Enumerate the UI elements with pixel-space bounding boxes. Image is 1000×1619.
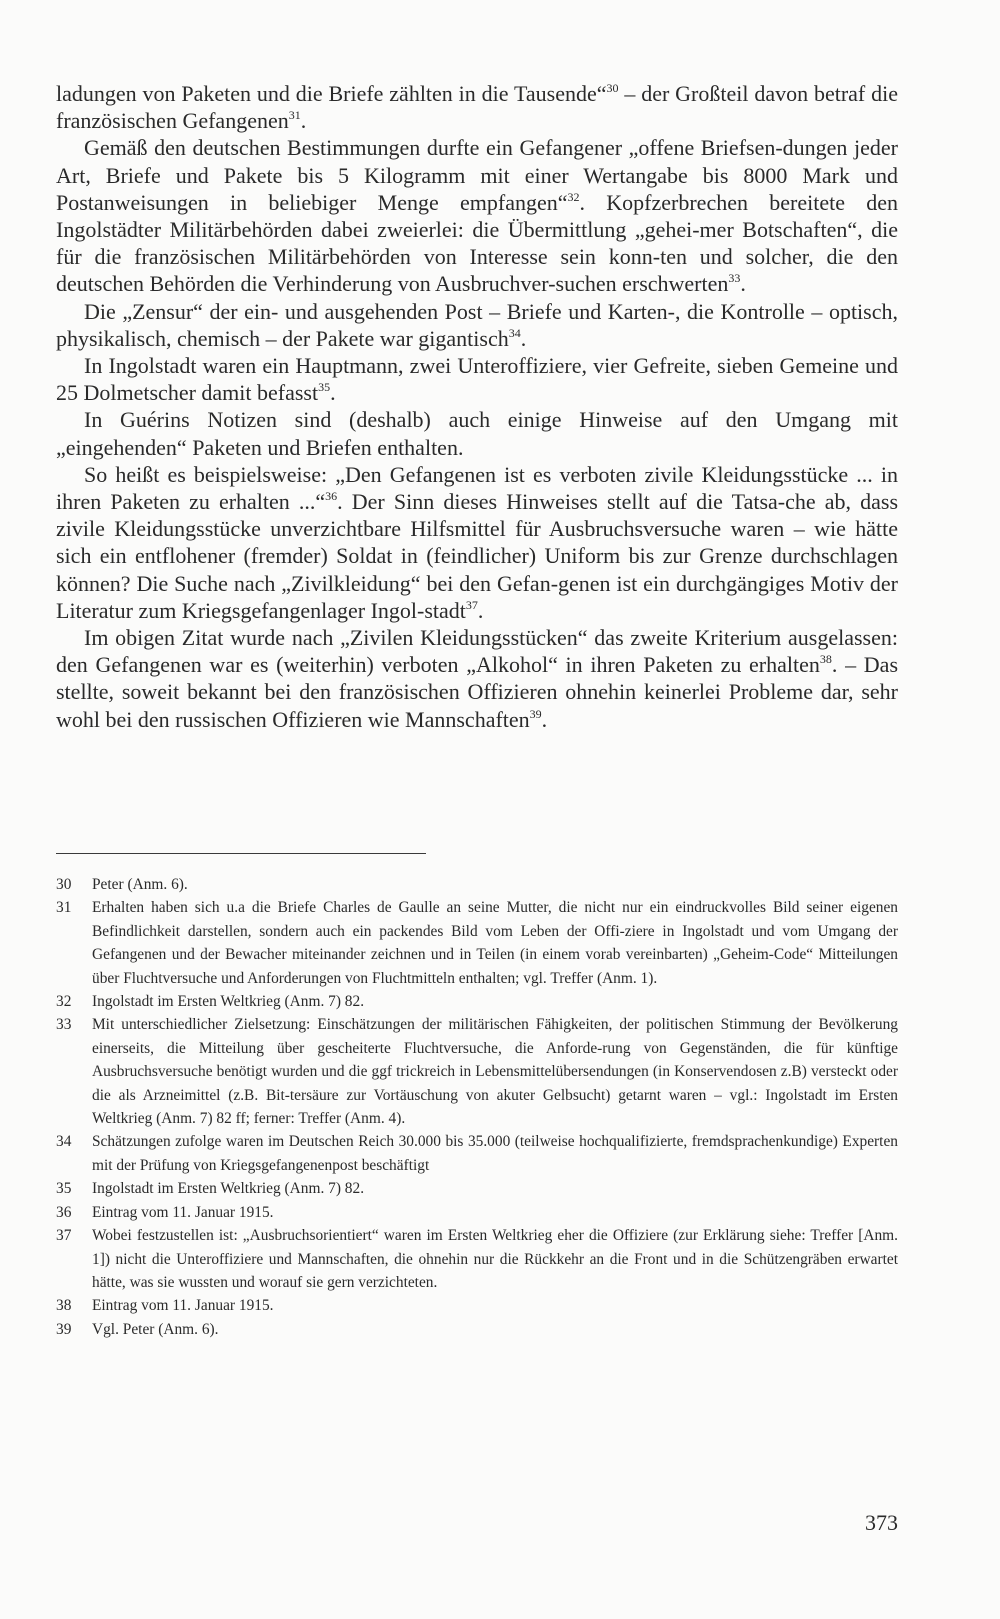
text-run: . [740, 271, 746, 297]
footnote-number: 37 [56, 1227, 72, 1245]
text-run: So heißt es beispielsweise: „Den Gefangenen ist es verboten zivile Kleidungsstücke ... in ihren Paketen zu erhalten ...“ [56, 461, 898, 515]
footnote-text: Ingolstadt im Ersten Weltkrieg (Anm. 7) 82. [92, 1180, 365, 1198]
footnote-number: 38 [56, 1297, 72, 1315]
footnote-ref-39[interactable]: 39 [529, 706, 542, 721]
footnote-32 [56, 990, 898, 1013]
footnote-ref-32[interactable]: 32 [567, 189, 580, 204]
footnote-39 [56, 1318, 898, 1341]
footnote-number: 39 [56, 1320, 72, 1338]
main-text [56, 80, 898, 733]
footnote-ref-37[interactable]: 37 [465, 597, 478, 612]
footnote-text: Mit unterschiedlicher Zielsetzung: Einschätzungen der militärischen Fähigkeiten, der politischen Stimmung der Bevölkerung einerseits, die Mitteilung über gescheiterte Fluchtversuche, die Anforde-rung von Gegenständen, die für künftige Ausbruchsversuche benötigt wurden und die ggf trickreich in Lebensmittelübersendungen (in Konservendosen z.B) versteckt oder die als Arzneimittel (z.B. Bit-tersäure zur Vortäuschung von akuter Gelbsucht) getarnt waren – vgl.: Ingolstadt im Ersten Weltkrieg (Anm. 7) 82 ff; ferner: Treffer (Anm. 4). [92, 1016, 898, 1128]
footnote-text: Vgl. Peter (Anm. 6). [92, 1320, 219, 1338]
footnote-ref-34[interactable]: 34 [508, 325, 521, 340]
footnote-number: 30 [56, 876, 72, 893]
footnote-text: Ingolstadt im Ersten Weltkrieg (Anm. 7) 82. [92, 993, 365, 1011]
footnote-ref-35[interactable]: 35 [318, 380, 331, 395]
text-run: – der Großteil davon betraf die französischen Gefangenen [56, 81, 898, 134]
footnote-34 [56, 1130, 898, 1177]
footnote-31 [56, 896, 898, 990]
paragraph-2 [56, 134, 898, 297]
footnote-number: 32 [56, 993, 72, 1011]
paragraph-4 [56, 352, 898, 406]
text-run: . – Das stellte, soweit bekannt bei den französischen Offizieren ohnehin keinerlei Probleme dar, sehr wohl bei den russischen Offizieren wie Mannschaften [56, 652, 899, 732]
text-run: . [300, 108, 307, 134]
paragraph-6 [56, 461, 898, 624]
footnote-number: 35 [56, 1180, 72, 1198]
footnote-30 [56, 873, 898, 896]
text-run: In Guérins Notizen sind (deshalb) auch einige Hinweise auf den Umgang mit „eingehenden“ Paketen und Briefen enthalten. [56, 407, 898, 460]
footnote-35 [56, 1177, 898, 1200]
footnote-number: 36 [56, 1203, 72, 1221]
footnote-text: Eintrag vom 11. Januar 1915. [92, 1203, 274, 1221]
paragraph-3 [56, 298, 898, 352]
footnote-ref-31[interactable]: 31 [288, 108, 301, 123]
footnote-33 [56, 1013, 898, 1130]
text-run: ladungen von Paketen und die Briefe zählten in die Tausende“ [56, 81, 607, 106]
footnote-ref-30[interactable]: 30 [606, 81, 619, 95]
footnote-text: Schätzungen zufolge waren im Deutschen Reich 30.000 bis 35.000 (teilweise hochqualifizierte, fremdsprachenkundige) Experten mit der Prüfung von Kriegsgefangenenpost beschäftigt [92, 1133, 898, 1174]
text-run: In Ingolstadt waren ein Hauptmann, zwei Unteroffiziere, vier Gefreite, sieben Gemeine und 25 Dolmetscher damit befasst [56, 353, 898, 406]
footnote-number: 34 [56, 1133, 72, 1151]
text-run: . [330, 380, 336, 406]
footnote-text: Wobei festzustellen ist: „Ausbruchsorientiert“ waren im Ersten Weltkrieg eher die Offiziere (zur Erklärung siehe: Treffer [Anm. 1]) nicht die Unteroffiziere und Mannschaften, die ohnehin nur die Rückkehr an die Front und in die Schützengräben erwartet hätte, was sie wussten und worauf sie gern verzichteten. [92, 1227, 898, 1291]
text-run: . [541, 706, 548, 732]
text-run: . [477, 597, 484, 623]
footnote-ref-33[interactable]: 33 [728, 271, 741, 286]
footnotes [56, 873, 898, 1341]
text-run: . [520, 325, 527, 351]
page-number: 373 [865, 1510, 898, 1535]
footnote-number: 31 [56, 899, 72, 917]
footnote-text: Erhalten haben sich u.a die Briefe Charles de Gaulle an seine Mutter, die nicht nur ein eindruckvolles Bild seiner eigenen Befindlichkeit darstellen, sondern auch ein packendes Bild vom Leben der Offi-ziere in Ingolstadt und vom Umgang der Gefangenen und der Bewacher miteinander zeichnen und in Teilen (in einem vorab vereinbarten) „Geheim-Code“ Mitteilungen über Fluchtversuche und Anforderungen von Fluchtmitteln enthalten; vgl. Treffer (Anm. 1). [92, 899, 898, 987]
paragraph-7 [56, 624, 898, 733]
footnote-divider [56, 853, 426, 854]
footnote-text: Eintrag vom 11. Januar 1915. [92, 1297, 274, 1315]
footnote-36 [56, 1201, 898, 1224]
footnote-37 [56, 1224, 898, 1294]
footnote-38 [56, 1294, 898, 1317]
footnote-text: Peter (Anm. 6). [92, 876, 188, 893]
text-run: Gemäß den deutschen Bestimmungen durfte ein Gefangener „offene Briefsen-dungen jeder Art, Briefe und Pakete bis 5 Kilogramm mit einer Wertangabe bis 8000 Mark und Postanweisungen in beliebiger Menge empfangen“ [56, 135, 898, 215]
text-run: Die „Zensur“ der ein- und ausgehenden Post – Briefe und Karten-, die Kontrolle – optisch, physikalisch, chemisch – der Pakete war gigantisch [56, 298, 898, 351]
text-run: Im obigen Zitat wurde nach „Zivilen Kleidungsstücken“ das zweite Kriterium ausgelassen: den Gefangenen war es (weiterhin) verboten „Alkohol“ in ihren Paketen zu erhalten [56, 625, 898, 678]
footnote-number: 33 [56, 1016, 72, 1034]
paragraph-5 [56, 406, 898, 460]
footnote-ref-38[interactable]: 38 [819, 652, 832, 667]
text-run: . Kopfzerbrechen bereitete den Ingolstädter Militärbehörden dabei zweierlei: die Übermittlung „gehei-mer Botschaften“, die für die französischen Militärbehörden von Interesse sein konn-ten und solcher, die den deutschen Behörden die Verhinderung von Ausbruchver-suchen erschwerten [56, 189, 899, 297]
footnote-ref-36[interactable]: 36 [325, 489, 338, 504]
text-run: . Der Sinn dieses Hinweises stellt auf die Tatsa-che ab, dass zivile Kleidungsstücke unverzichtbare Hilfsmittel für Ausbruchsversuche waren – wie hätte sich ein entflohener (fremder) Soldat in (feindlicher) Uniform bis zur Grenze durchschlagen können? Die Suche nach „Zivilkleidung“ bei den Gefan-genen ist ein durchgängiges Motiv der Literatur zum Kriegsgefangenlager Ingol-stadt [56, 489, 899, 623]
paragraph-1 [56, 80, 898, 134]
